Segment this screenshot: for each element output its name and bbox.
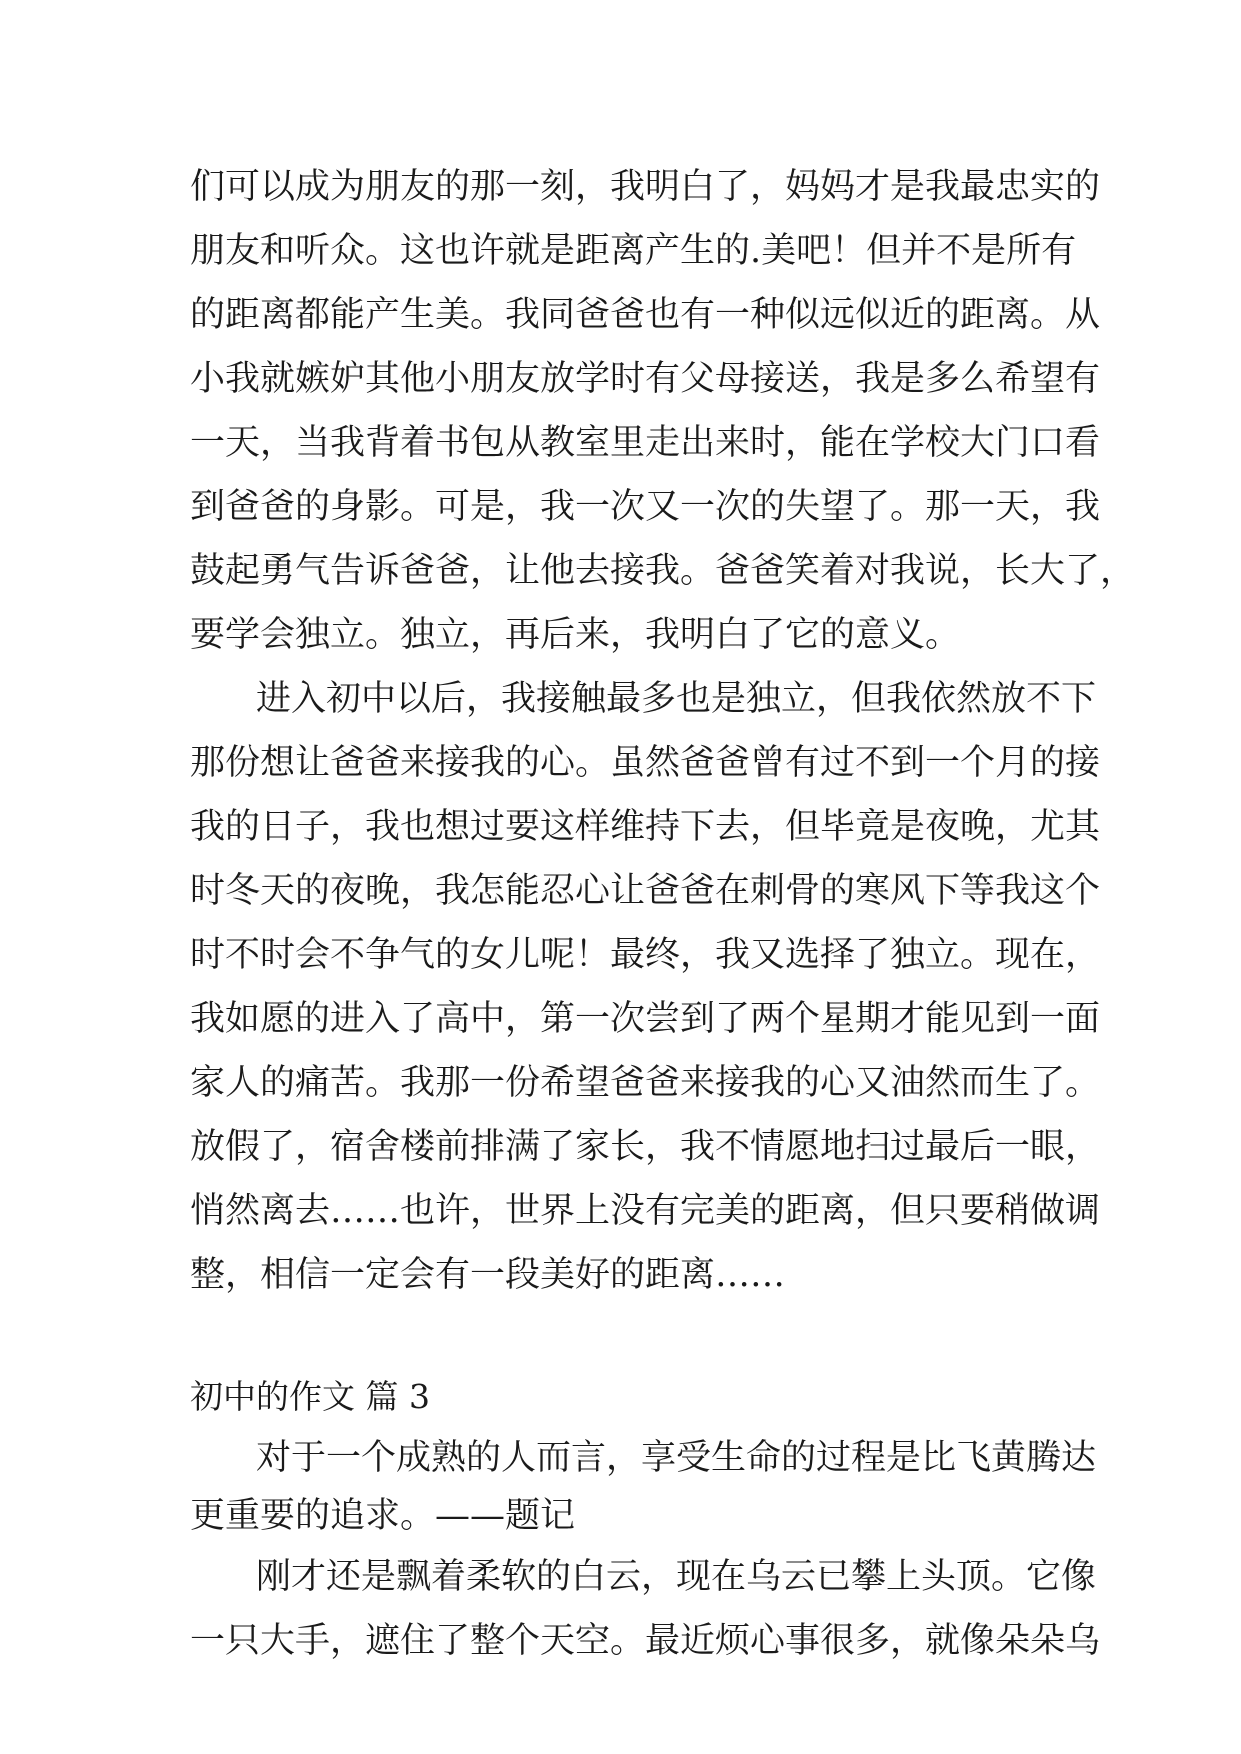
text-line: 家人的痛苦。我那一份希望爸爸来接我的心又油然而生了。: [190, 1063, 1101, 1103]
text-line: 朋友和听众。这也许就是距离产生的.美吧！但并不是所有: [190, 231, 1077, 271]
paragraph: [190, 667, 1101, 1307]
text-line: 时冬天的夜晚，我怎能忍心让爸爸在刺骨的寒风下等我这个: [190, 871, 1101, 911]
text-line: 到爸爸的身影。可是，我一次又一次的失望了。那一天，我: [190, 487, 1101, 527]
text-line: 放假了，宿舍楼前排满了家长，我不情愿地扫过最后一眼，: [190, 1127, 1101, 1167]
text-line: 对于一个成熟的人而言，享受生命的过程是比飞黄腾达: [256, 1438, 1097, 1478]
text-line: 整，相信一定会有一段美好的距离……: [190, 1255, 786, 1295]
text-line: 鼓起勇气告诉爸爸，让他去接我。爸爸笑着对我说，长大了，: [190, 551, 1136, 591]
text-line: 更重要的追求。——题记: [190, 1496, 576, 1536]
text-line: 一天，当我背着书包从教室里走出来时，能在学校大门口看: [190, 423, 1101, 463]
text-line: 进入初中以后，我接触最多也是独立，但我依然放不下: [256, 679, 1097, 719]
text-line: 那份想让爸爸来接我的心。虽然爸爸曾有过不到一个月的接: [190, 743, 1101, 783]
paragraph: [190, 1545, 1101, 1673]
text-line: 时不时会不争气的女儿呢！最终，我又选择了独立。现在，: [190, 935, 1101, 975]
section-heading: 初中的作文 篇 3: [190, 1377, 430, 1416]
text-line: 我的日子，我也想过要这样维持下去，但毕竟是夜晚，尤其: [190, 807, 1101, 847]
text-line: 一只大手，遮住了整个天空。最近烦心事很多，就像朵朵乌: [190, 1621, 1101, 1661]
text-line: 悄然离去……也许，世界上没有完美的距离，但只要稍做调: [190, 1191, 1101, 1231]
text-line: 要学会独立。独立，再后来，我明白了它的意义。: [190, 615, 961, 655]
paragraph: [190, 155, 1136, 667]
text-line: 小我就嫉妒其他小朋友放学时有父母接送，我是多么希望有: [190, 359, 1101, 399]
paragraph: [190, 1429, 1097, 1545]
text-line: 刚才还是飘着柔软的白云，现在乌云已攀上头顶。它像: [256, 1557, 1097, 1597]
text-line: 们可以成为朋友的那一刻，我明白了，妈妈才是我最忠实的: [190, 167, 1101, 207]
document-page: [190, 155, 1136, 1673]
text-line: 我如愿的进入了高中，第一次尝到了两个星期才能见到一面: [190, 999, 1101, 1039]
text-line: 的距离都能产生美。我同爸爸也有一种似远似近的距离。从: [190, 295, 1101, 335]
